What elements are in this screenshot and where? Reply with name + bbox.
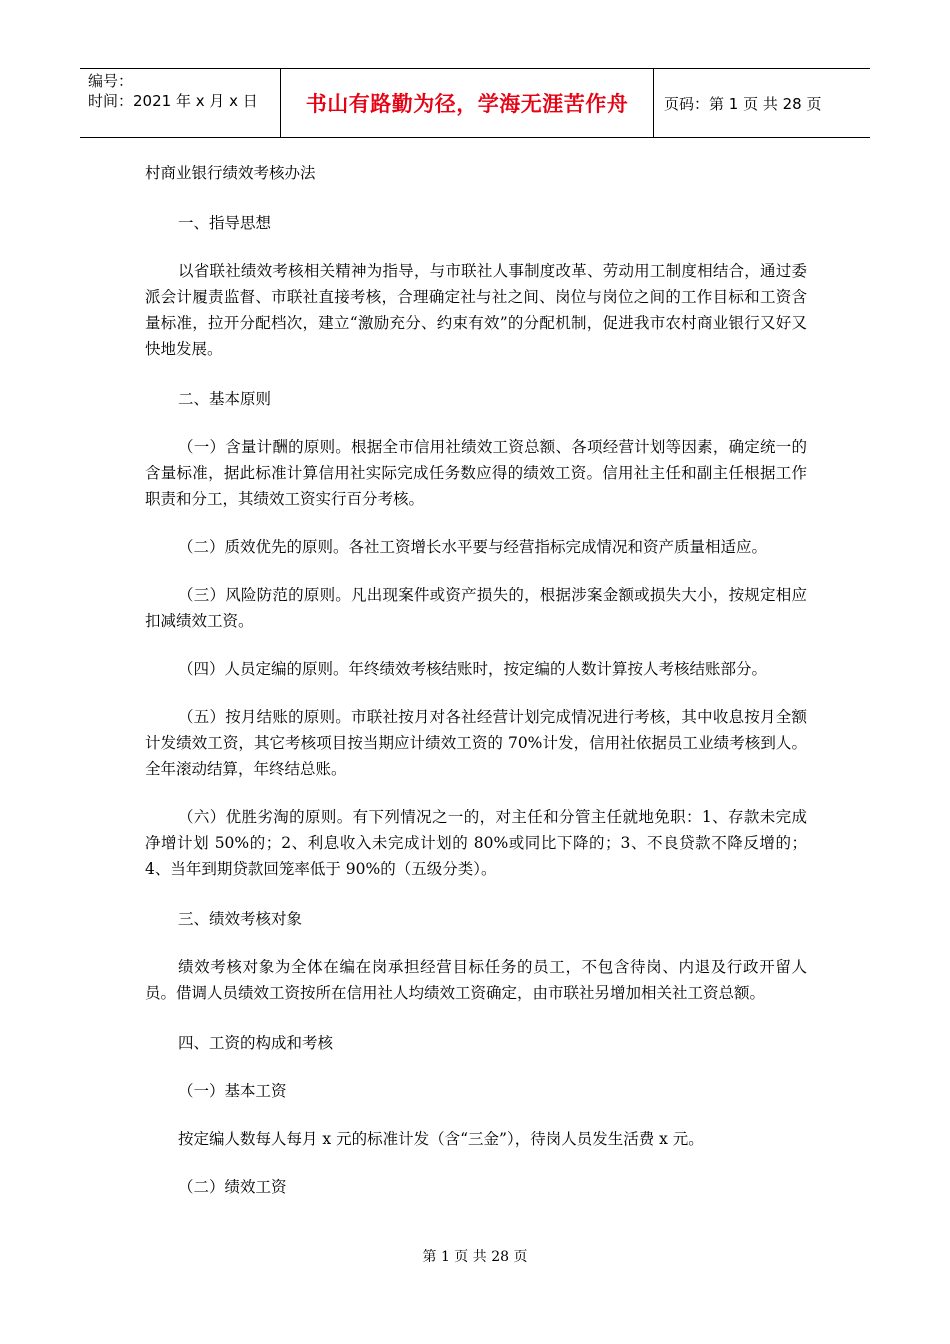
header-meta [80, 69, 281, 137]
paragraph: （一）含量计酬的原则。根据全市信用社绩效工资总额、各项经营计划等因素，确定统一的含量标准，据此标准计算信用社实际完成任务数应得的绩效工资。信用社主任和副主任根据工作职责和分工，其绩效工资实行百分考核。 [145, 438, 807, 508]
subsection-heading: （一）基本工资 [178, 1082, 287, 1100]
motto: 书山有路勤为径，学海无涯苦作舟 [305, 92, 629, 116]
header-table [80, 68, 870, 138]
paragraph: （六）优胜劣淘的原则。有下列情况之一的，对主任和分管主任就地免职：1、存款未完成净增计划 50%的；2、利息收入未完成计划的 80%或同比下降的；3、不良贷款不降反增的；4、当年到期贷款回笼率低于 90%的（五级分类）。 [145, 808, 807, 878]
paragraph: 以省联社绩效考核相关精神为指导，与市联社人事制度改革、劳动用工制度相结合，通过委派会计履责监督、市联社直接考核，合理确定社与社之间、岗位与岗位之间的工作目标和工资含量标准，拉开分配档次，建立“激励充分、约束有效”的分配机制，促进我市农村商业银行又好又快地发展。 [145, 262, 807, 358]
paragraph: （二）质效优先的原则。各社工资增长水平要与经营指标完成情况和资产质量相适应。 [178, 538, 768, 556]
time-label: 时间：2021 年 x 月 x 日 [88, 92, 258, 110]
document-title: 村商业银行绩效考核办法 [145, 164, 316, 182]
subsection-heading: （二）绩效工资 [178, 1178, 287, 1196]
section-heading: 一、指导思想 [178, 214, 272, 232]
section-heading: 二、基本原则 [178, 390, 272, 408]
paragraph: 绩效考核对象为全体在编在岗承担经营目标任务的员工，不包含待岗、内退及行政开留人员。借调人员绩效工资按所在信用社人均绩效工资确定，由市联社另增加相关社工资总额。 [145, 958, 807, 1002]
document-body [145, 160, 807, 1200]
page-footer: 第 1 页 共 28 页 [422, 1249, 528, 1265]
header-page-info: 页码：第 1 页 共 28 页 [664, 94, 822, 113]
header-motto-cell [281, 69, 654, 137]
paragraph: 按定编人数每人每月 x 元的标准计发（含“三金”），待岗人员发生活费 x 元。 [178, 1130, 704, 1148]
paragraph: （四）人员定编的原则。年终绩效考核结账时，按定编的人数计算按人考核结账部分。 [178, 660, 768, 678]
section-heading: 四、工资的构成和考核 [178, 1034, 334, 1052]
paragraph: （三）风险防范的原则。凡出现案件或资产损失的，根据涉案金额或损失大小，按规定相应扣减绩效工资。 [145, 586, 807, 630]
number-label: 编号： [88, 72, 134, 90]
section-heading: 三、绩效考核对象 [178, 910, 303, 928]
paragraph: （五）按月结账的原则。市联社按月对各社经营计划完成情况进行考核，其中收息按月全额计发绩效工资，其它考核项目按当期应计绩效工资的 70%计发，信用社依据员工业绩考核到人。全年滚动结算，年终结总账。 [145, 708, 807, 778]
